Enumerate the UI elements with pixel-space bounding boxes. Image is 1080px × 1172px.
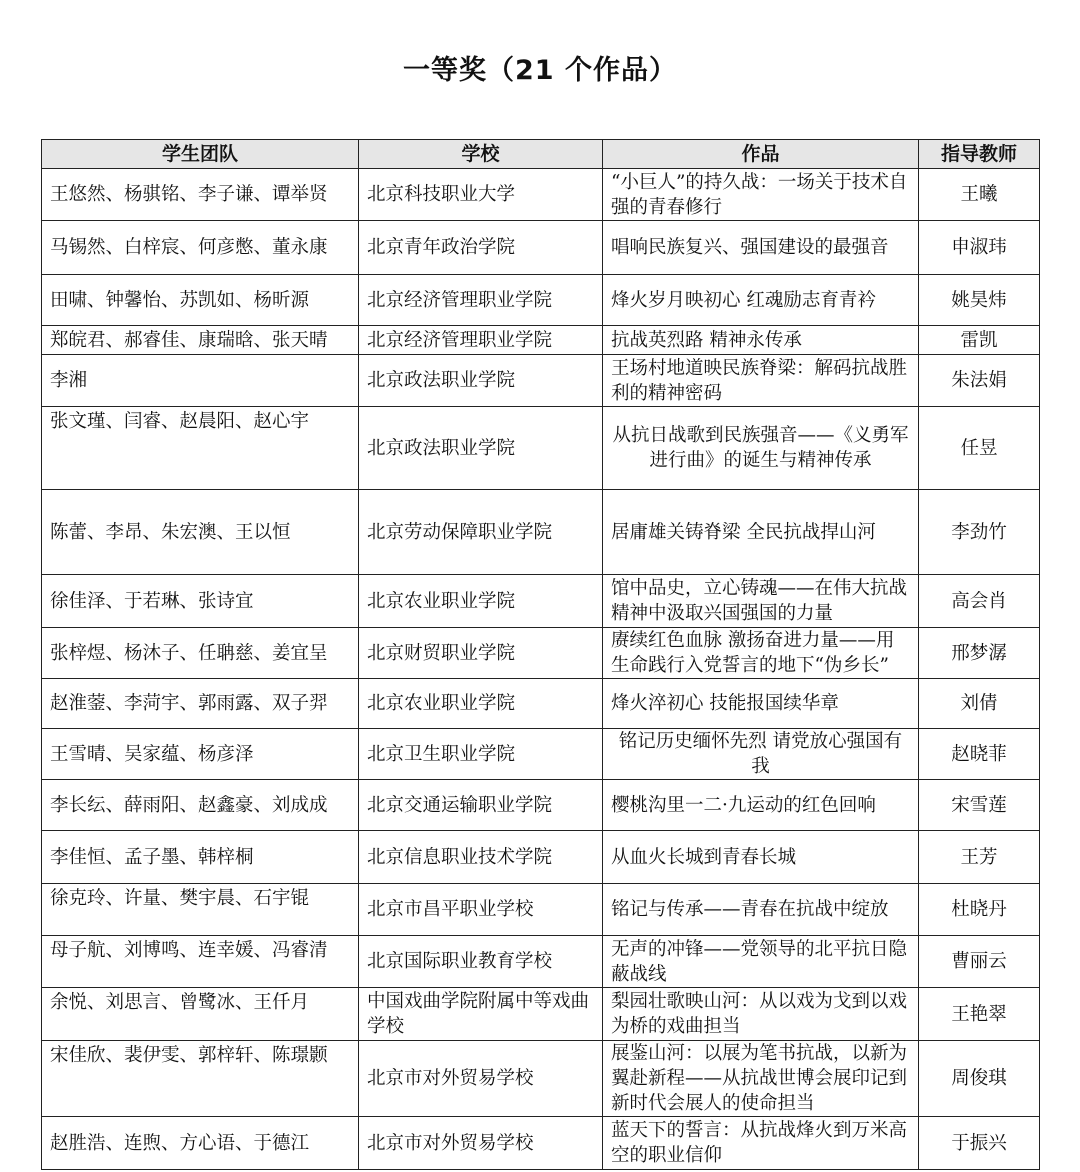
team-cell: 王雪晴、吴家蕴、杨彦泽 bbox=[42, 729, 359, 780]
work-cell: 樱桃沟里一二·九运动的红色回响 bbox=[603, 780, 919, 831]
team-cell: 李佳恒、孟子墨、韩梓桐 bbox=[42, 831, 359, 884]
table-row bbox=[42, 275, 1040, 326]
work-cell: 馆中品史，立心铸魂——在伟大抗战精神中汲取兴国强国的力量 bbox=[603, 575, 919, 628]
team-cell: 徐克玲、许量、樊宇晨、石宇锟 bbox=[42, 884, 359, 936]
team-cell: 徐佳泽、于若琳、张诗宜 bbox=[42, 575, 359, 628]
school-cell: 北京经济管理职业学院 bbox=[359, 275, 603, 326]
table-row bbox=[42, 326, 1040, 355]
team-cell: 陈蕾、李昂、朱宏澳、王以恒 bbox=[42, 490, 359, 575]
team-cell: 赵胜浩、连煦、方心语、于德江 bbox=[42, 1117, 359, 1170]
school-cell: 北京国际职业教育学校 bbox=[359, 936, 603, 988]
table-row bbox=[42, 936, 1040, 988]
work-cell: 从血火长城到青春长城 bbox=[603, 831, 919, 884]
school-cell: 北京经济管理职业学院 bbox=[359, 326, 603, 355]
teacher-cell: 任昱 bbox=[919, 407, 1040, 490]
table-row bbox=[42, 729, 1040, 780]
teacher-cell: 朱法娟 bbox=[919, 355, 1040, 407]
work-cell: 蓝天下的誓言：从抗战烽火到万米高空的职业信仰 bbox=[603, 1117, 919, 1170]
team-cell: 母子航、刘博鸣、连幸媛、冯睿清 bbox=[42, 936, 359, 988]
table-row bbox=[42, 780, 1040, 831]
teacher-cell: 赵晓菲 bbox=[919, 729, 1040, 780]
work-cell: 无声的冲锋——党领导的北平抗日隐蔽战线 bbox=[603, 936, 919, 988]
teacher-cell: 雷凯 bbox=[919, 326, 1040, 355]
team-cell: 马锡然、白梓宸、何彦憋、董永康 bbox=[42, 221, 359, 275]
teacher-cell: 刘倩 bbox=[919, 679, 1040, 729]
work-cell: 赓续红色血脉 激扬奋进力量——用生命践行入党誓言的地下“伪乡长” bbox=[603, 628, 919, 679]
teacher-cell: 王曦 bbox=[919, 169, 1040, 221]
work-cell: “小巨人”的持久战：一场关于技术自强的青春修行 bbox=[603, 169, 919, 221]
team-cell: 赵淮蓥、李菏宇、郭雨露、双子羿 bbox=[42, 679, 359, 729]
header-work: 作品 bbox=[603, 140, 919, 169]
school-cell: 北京劳动保障职业学院 bbox=[359, 490, 603, 575]
work-cell: 铭记与传承——青春在抗战中绽放 bbox=[603, 884, 919, 936]
work-cell: 抗战英烈路 精神永传承 bbox=[603, 326, 919, 355]
table-row bbox=[42, 628, 1040, 679]
header-school: 学校 bbox=[359, 140, 603, 169]
team-cell: 李长纭、薛雨阳、赵鑫豪、刘成成 bbox=[42, 780, 359, 831]
school-cell: 北京市昌平职业学校 bbox=[359, 884, 603, 936]
team-cell: 余悦、刘思言、曾鹭冰、王仟月 bbox=[42, 988, 359, 1041]
table-row bbox=[42, 575, 1040, 628]
table-header-row bbox=[42, 140, 1040, 169]
table-row bbox=[42, 679, 1040, 729]
work-cell: 烽火岁月映初心 红魂励志育青衿 bbox=[603, 275, 919, 326]
school-cell: 北京政法职业学院 bbox=[359, 355, 603, 407]
work-cell: 展鉴山河：以展为笔书抗战，以新为翼赴新程——从抗战世博会展印记到新时代会展人的使命担当 bbox=[603, 1041, 919, 1117]
teacher-cell: 高会肖 bbox=[919, 575, 1040, 628]
teacher-cell: 王芳 bbox=[919, 831, 1040, 884]
header-teacher: 指导教师 bbox=[919, 140, 1040, 169]
teacher-cell: 周俊琪 bbox=[919, 1041, 1040, 1117]
teacher-cell: 李劲竹 bbox=[919, 490, 1040, 575]
school-cell: 北京农业职业学院 bbox=[359, 679, 603, 729]
table-row bbox=[42, 407, 1040, 490]
table-row bbox=[42, 884, 1040, 936]
teacher-cell: 杜晓丹 bbox=[919, 884, 1040, 936]
team-cell: 宋佳欣、裴伊雯、郭梓轩、陈璟颢 bbox=[42, 1041, 359, 1117]
school-cell: 北京信息职业技术学院 bbox=[359, 831, 603, 884]
teacher-cell: 于振兴 bbox=[919, 1117, 1040, 1170]
award-table bbox=[41, 139, 1040, 1170]
team-cell: 郑皖君、郝睿佳、康瑞晗、张天晴 bbox=[42, 326, 359, 355]
team-cell: 李湘 bbox=[42, 355, 359, 407]
table-row bbox=[42, 988, 1040, 1041]
work-cell: 居庸雄关铸脊梁 全民抗战捍山河 bbox=[603, 490, 919, 575]
table-row bbox=[42, 1041, 1040, 1117]
table-row bbox=[42, 221, 1040, 275]
teacher-cell: 姚昊炜 bbox=[919, 275, 1040, 326]
table-row bbox=[42, 1117, 1040, 1170]
school-cell: 北京市对外贸易学校 bbox=[359, 1041, 603, 1117]
work-cell: 王场村地道映民族脊梁：解码抗战胜利的精神密码 bbox=[603, 355, 919, 407]
work-cell: 铭记历史缅怀先烈 请党放心强国有我 bbox=[603, 729, 919, 780]
team-cell: 田啸、钟馨怡、苏凯如、杨昕源 bbox=[42, 275, 359, 326]
school-cell: 北京农业职业学院 bbox=[359, 575, 603, 628]
page-title: 一等奖（21 个作品） bbox=[403, 55, 677, 86]
school-cell: 北京交通运输职业学院 bbox=[359, 780, 603, 831]
team-cell: 王悠然、杨骐铭、李子谦、谭举贤 bbox=[42, 169, 359, 221]
teacher-cell: 曹丽云 bbox=[919, 936, 1040, 988]
school-cell: 北京财贸职业学院 bbox=[359, 628, 603, 679]
table-row bbox=[42, 831, 1040, 884]
header-student-team: 学生团队 bbox=[42, 140, 359, 169]
table-row bbox=[42, 169, 1040, 221]
school-cell: 中国戏曲学院附属中等戏曲学校 bbox=[359, 988, 603, 1041]
work-cell: 烽火淬初心 技能报国续华章 bbox=[603, 679, 919, 729]
team-cell: 张文瑾、闫睿、赵晨阳、赵心宇 bbox=[42, 407, 359, 490]
table-row bbox=[42, 355, 1040, 407]
school-cell: 北京科技职业大学 bbox=[359, 169, 603, 221]
school-cell: 北京政法职业学院 bbox=[359, 407, 603, 490]
school-cell: 北京卫生职业学院 bbox=[359, 729, 603, 780]
teacher-cell: 宋雪莲 bbox=[919, 780, 1040, 831]
work-cell: 唱响民族复兴、强国建设的最强音 bbox=[603, 221, 919, 275]
teacher-cell: 王艳翠 bbox=[919, 988, 1040, 1041]
teacher-cell: 申淑玮 bbox=[919, 221, 1040, 275]
school-cell: 北京市对外贸易学校 bbox=[359, 1117, 603, 1170]
teacher-cell: 邢梦潺 bbox=[919, 628, 1040, 679]
work-cell: 梨园壮歌映山河：从以戏为戈到以戏为桥的戏曲担当 bbox=[603, 988, 919, 1041]
school-cell: 北京青年政治学院 bbox=[359, 221, 603, 275]
team-cell: 张梓煜、杨沐子、任聃慈、姜宜呈 bbox=[42, 628, 359, 679]
table-row bbox=[42, 490, 1040, 575]
work-cell: 从抗日战歌到民族强音——《义勇军进行曲》的诞生与精神传承 bbox=[603, 407, 919, 490]
